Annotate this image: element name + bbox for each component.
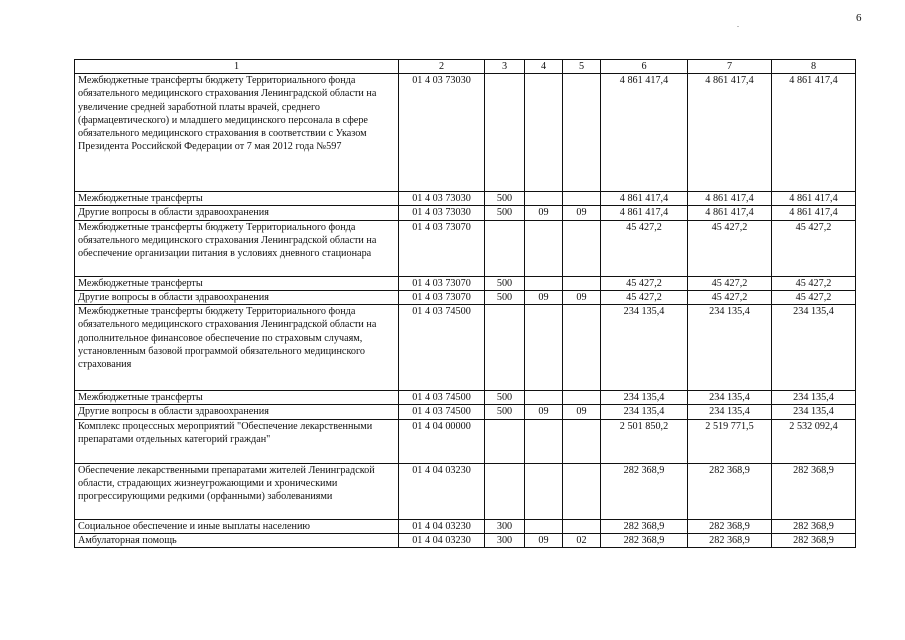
row-value-7: 234 135,4 (688, 391, 772, 405)
row-col5 (563, 305, 601, 391)
row-description: Социальное обеспечение и иные выплаты населению (75, 519, 399, 533)
table-row (75, 419, 856, 463)
row-value-8: 282 368,9 (772, 533, 856, 547)
row-value-8: 234 135,4 (772, 391, 856, 405)
row-value-8: 4 861 417,4 (772, 206, 856, 220)
row-value-6: 234 135,4 (601, 405, 688, 419)
table-row (75, 192, 856, 206)
table-row (75, 305, 856, 391)
table-row (75, 74, 856, 192)
row-col5: 09 (563, 290, 601, 304)
row-value-6: 4 861 417,4 (601, 74, 688, 192)
row-value-7: 45 427,2 (688, 290, 772, 304)
row-description: Другие вопросы в области здравоохранения (75, 405, 399, 419)
table-row (75, 463, 856, 519)
row-col3: 500 (485, 206, 525, 220)
row-value-6: 234 135,4 (601, 391, 688, 405)
row-code: 01 4 03 73070 (399, 290, 485, 304)
row-col4 (525, 391, 563, 405)
row-col3 (485, 220, 525, 276)
row-value-6: 45 427,2 (601, 290, 688, 304)
row-description: Межбюджетные трансферты бюджету Территориального фонда обязательного медицинского страхования Ленинградской области на дополнительное финансовое обеспечение по страховым случаям, установленным базовой программой обязательного медицинского страхования (75, 305, 399, 391)
row-value-6: 45 427,2 (601, 220, 688, 276)
row-code: 01 4 03 74500 (399, 305, 485, 391)
row-col4: 09 (525, 206, 563, 220)
page-number: 6 (856, 12, 862, 24)
row-col4 (525, 305, 563, 391)
table-row (75, 220, 856, 276)
row-code: 01 4 03 73030 (399, 74, 485, 192)
row-col3: 300 (485, 519, 525, 533)
row-value-6: 282 368,9 (601, 463, 688, 519)
scan-speck: . (737, 20, 739, 29)
row-value-7: 4 861 417,4 (688, 206, 772, 220)
row-value-6: 282 368,9 (601, 533, 688, 547)
row-col5 (563, 192, 601, 206)
row-col5: 09 (563, 206, 601, 220)
table-row (75, 519, 856, 533)
row-col4 (525, 220, 563, 276)
row-code: 01 4 04 03230 (399, 463, 485, 519)
row-value-8: 282 368,9 (772, 519, 856, 533)
row-description: Межбюджетные трансферты бюджету Территориального фонда обязательного медицинского страхования Ленинградской области на увеличение средней заработной платы врачей, среднего (фармацевтического) и младшего медицинского персонала в сфере обязательного медицинского страхования в соответствии с Указом Президента Российской Федерации от 7 мая 2012 года №597 (75, 74, 399, 192)
row-col4 (525, 192, 563, 206)
row-col5 (563, 220, 601, 276)
row-col5 (563, 74, 601, 192)
table-row (75, 533, 856, 547)
budget-table (74, 59, 856, 548)
row-col5 (563, 391, 601, 405)
table-row (75, 290, 856, 304)
row-value-7: 45 427,2 (688, 276, 772, 290)
row-col3 (485, 74, 525, 192)
row-code: 01 4 03 73070 (399, 276, 485, 290)
row-value-6: 2 501 850,2 (601, 419, 688, 463)
row-description: Межбюджетные трансферты (75, 276, 399, 290)
row-col4 (525, 463, 563, 519)
row-col3: 500 (485, 391, 525, 405)
row-col4: 09 (525, 405, 563, 419)
row-code: 01 4 03 73030 (399, 206, 485, 220)
row-code: 01 4 04 03230 (399, 519, 485, 533)
row-value-8: 234 135,4 (772, 305, 856, 391)
row-value-8: 45 427,2 (772, 220, 856, 276)
row-col3 (485, 419, 525, 463)
row-col4 (525, 519, 563, 533)
row-value-7: 45 427,2 (688, 220, 772, 276)
row-description: Другие вопросы в области здравоохранения (75, 206, 399, 220)
row-value-8: 2 532 092,4 (772, 419, 856, 463)
row-value-6: 4 861 417,4 (601, 206, 688, 220)
row-col3 (485, 463, 525, 519)
header-cell: 2 (399, 60, 485, 74)
row-value-6: 45 427,2 (601, 276, 688, 290)
row-col5 (563, 463, 601, 519)
table-row (75, 276, 856, 290)
row-value-8: 234 135,4 (772, 405, 856, 419)
header-row (75, 60, 856, 74)
header-cell: 5 (563, 60, 601, 74)
row-code: 01 4 04 03230 (399, 533, 485, 547)
row-description: Межбюджетные трансферты бюджету Территориального фонда обязательного медицинского страхования Ленинградской области на обеспечение организации питания в условиях дневного стационара (75, 220, 399, 276)
row-col3: 500 (485, 192, 525, 206)
row-value-8: 45 427,2 (772, 290, 856, 304)
row-col3: 500 (485, 276, 525, 290)
row-value-6: 4 861 417,4 (601, 192, 688, 206)
row-col4 (525, 74, 563, 192)
row-value-8: 45 427,2 (772, 276, 856, 290)
row-description: Комплекс процессных мероприятий "Обеспечение лекарственными препаратами отдельных категорий граждан" (75, 419, 399, 463)
header-cell: 7 (688, 60, 772, 74)
row-value-8: 4 861 417,4 (772, 74, 856, 192)
row-value-6: 234 135,4 (601, 305, 688, 391)
row-value-7: 234 135,4 (688, 405, 772, 419)
row-value-8: 282 368,9 (772, 463, 856, 519)
table-row (75, 405, 856, 419)
row-description: Амбулаторная помощь (75, 533, 399, 547)
header-cell: 4 (525, 60, 563, 74)
row-value-8: 4 861 417,4 (772, 192, 856, 206)
row-col3: 500 (485, 290, 525, 304)
row-code: 01 4 03 73070 (399, 220, 485, 276)
row-code: 01 4 04 00000 (399, 419, 485, 463)
row-code: 01 4 03 74500 (399, 405, 485, 419)
row-col4 (525, 419, 563, 463)
row-col4: 09 (525, 290, 563, 304)
table-row (75, 206, 856, 220)
row-description: Обеспечение лекарственными препаратами жителей Ленинградской области, страдающих жизнеугрожающими и хроническими прогрессирующими редкими (орфанными) заболеваниями (75, 463, 399, 519)
row-col5 (563, 519, 601, 533)
row-col3: 300 (485, 533, 525, 547)
row-description: Другие вопросы в области здравоохранения (75, 290, 399, 304)
row-value-7: 282 368,9 (688, 519, 772, 533)
row-description: Межбюджетные трансферты (75, 192, 399, 206)
row-value-7: 234 135,4 (688, 305, 772, 391)
row-col5 (563, 419, 601, 463)
header-cell: 8 (772, 60, 856, 74)
row-description: Межбюджетные трансферты (75, 391, 399, 405)
header-cell: 6 (601, 60, 688, 74)
row-col3: 500 (485, 405, 525, 419)
row-col5: 09 (563, 405, 601, 419)
row-col5: 02 (563, 533, 601, 547)
header-cell: 3 (485, 60, 525, 74)
row-code: 01 4 03 73030 (399, 192, 485, 206)
row-value-7: 4 861 417,4 (688, 192, 772, 206)
row-value-7: 282 368,9 (688, 533, 772, 547)
row-col4 (525, 276, 563, 290)
row-value-7: 4 861 417,4 (688, 74, 772, 192)
row-value-7: 282 368,9 (688, 463, 772, 519)
row-value-6: 282 368,9 (601, 519, 688, 533)
row-value-7: 2 519 771,5 (688, 419, 772, 463)
table-row (75, 391, 856, 405)
row-code: 01 4 03 74500 (399, 391, 485, 405)
row-col3 (485, 305, 525, 391)
header-cell: 1 (75, 60, 399, 74)
row-col5 (563, 276, 601, 290)
row-col4: 09 (525, 533, 563, 547)
